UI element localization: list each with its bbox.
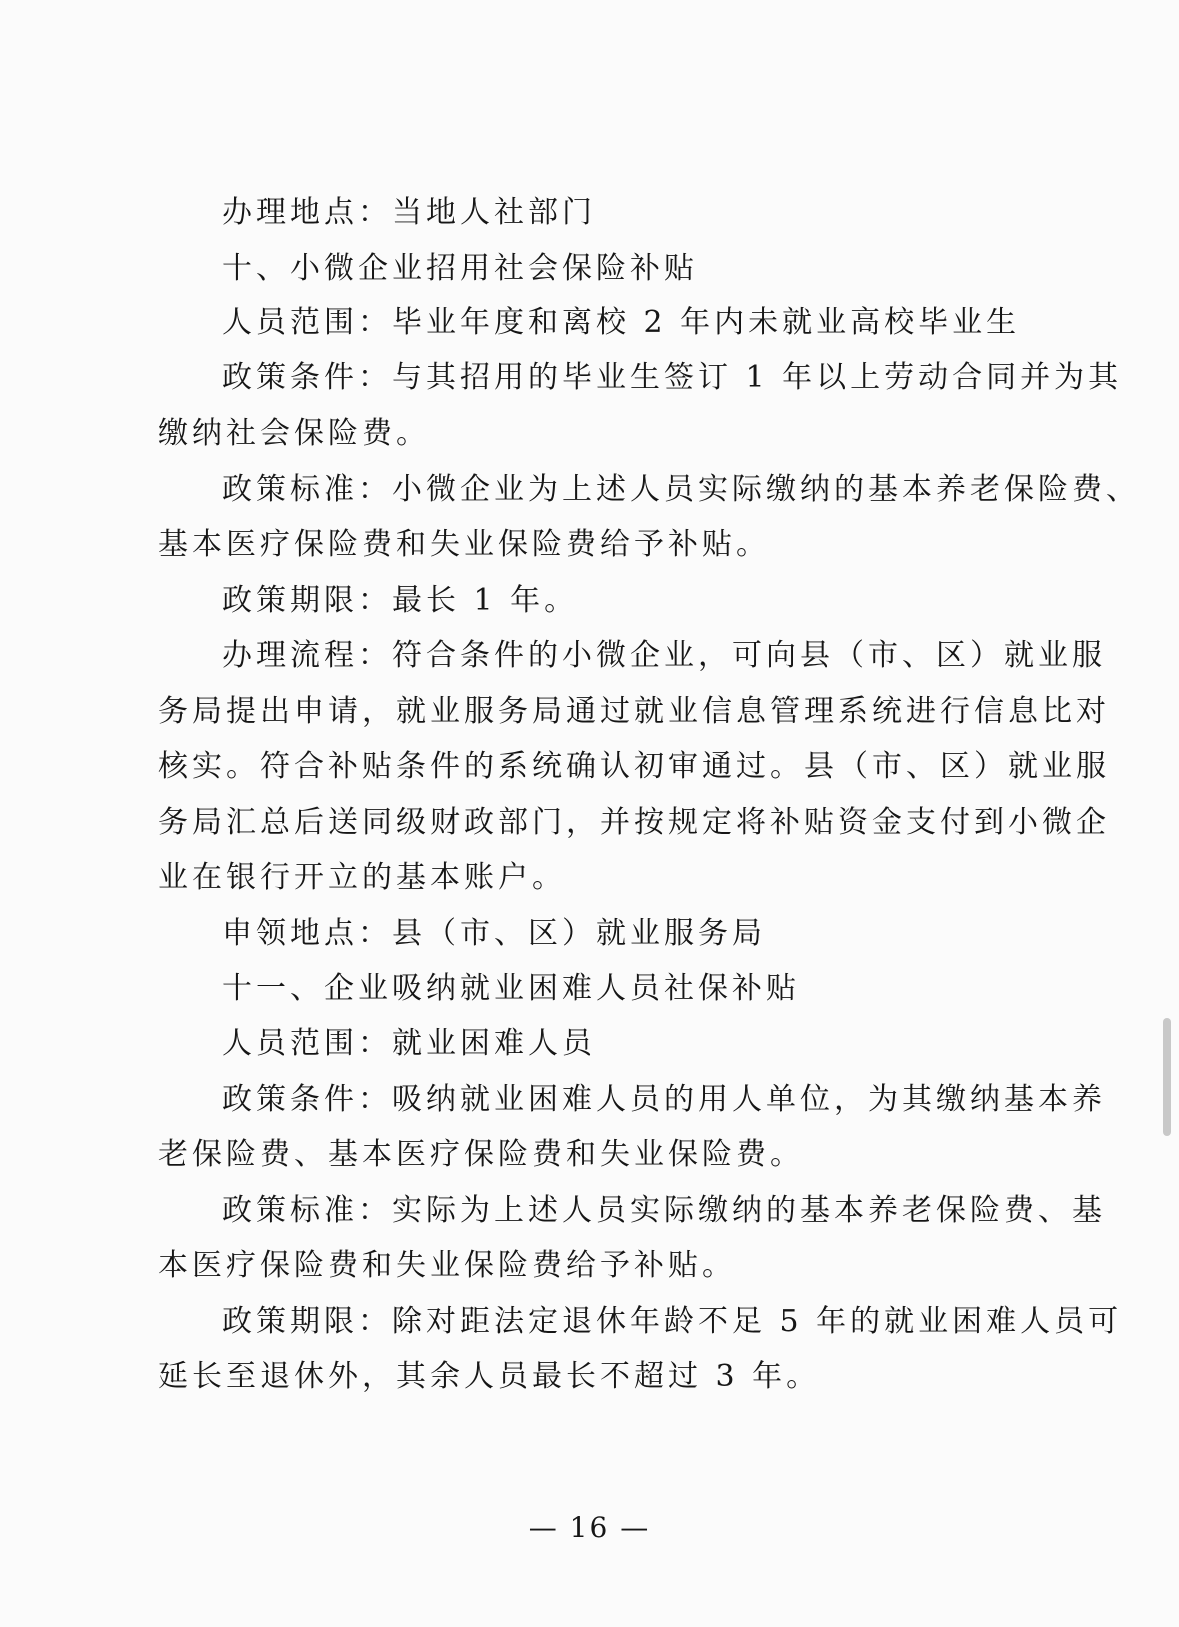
- text-line: 政策期限：最长 1 年。: [222, 583, 579, 618]
- text-line: 政策标准：小微企业为上述人员实际缴纳的基本养老保险费、: [222, 472, 1140, 507]
- text-line: 基本医疗保险费和失业保险费给予补贴。: [158, 527, 770, 562]
- section-heading: 十、小微企业招用社会保险补贴: [222, 251, 698, 286]
- text-line: 办理流程：符合条件的小微企业，可向县（市、区）就业服: [222, 638, 1106, 673]
- text-line: 业在银行开立的基本账户。: [158, 860, 566, 895]
- text-line: 政策标准：实际为上述人员实际缴纳的基本养老保险费、基: [222, 1193, 1106, 1228]
- section-heading: 十一、企业吸纳就业困难人员社保补贴: [222, 971, 800, 1006]
- text-line: 老保险费、基本医疗保险费和失业保险费。: [158, 1137, 804, 1172]
- text-line: 延长至退休外，其余人员最长不超过 3 年。: [158, 1359, 821, 1394]
- text-line: 政策条件：吸纳就业困难人员的用人单位，为其缴纳基本养: [222, 1082, 1106, 1117]
- text-line: 务局汇总后送同级财政部门，并按规定将补贴资金支付到小微企: [158, 805, 1110, 840]
- text-line: 务局提出申请，就业服务局通过就业信息管理系统进行信息比对: [158, 694, 1110, 729]
- text-line: 缴纳社会保险费。: [158, 416, 430, 451]
- text-line: 人员范围：毕业年度和离校 2 年内未就业高校毕业生: [222, 305, 1021, 340]
- text-line: 申领地点：县（市、区）就业服务局: [222, 916, 766, 951]
- text-line: 本医疗保险费和失业保险费给予补贴。: [158, 1248, 736, 1283]
- text-line: 办理地点：当地人社部门: [222, 195, 596, 230]
- scrollbar-thumb[interactable]: [1163, 1018, 1171, 1136]
- text-line: 人员范围：就业困难人员: [222, 1026, 596, 1061]
- page-number: — 16 —: [528, 1511, 651, 1544]
- text-line: 政策期限：除对距法定退休年龄不足 5 年的就业困难人员可: [222, 1304, 1123, 1339]
- text-line: 政策条件：与其招用的毕业生签订 1 年以上劳动合同并为其: [222, 360, 1123, 395]
- text-line: 核实。符合补贴条件的系统确认初审通过。县（市、区）就业服: [158, 749, 1110, 784]
